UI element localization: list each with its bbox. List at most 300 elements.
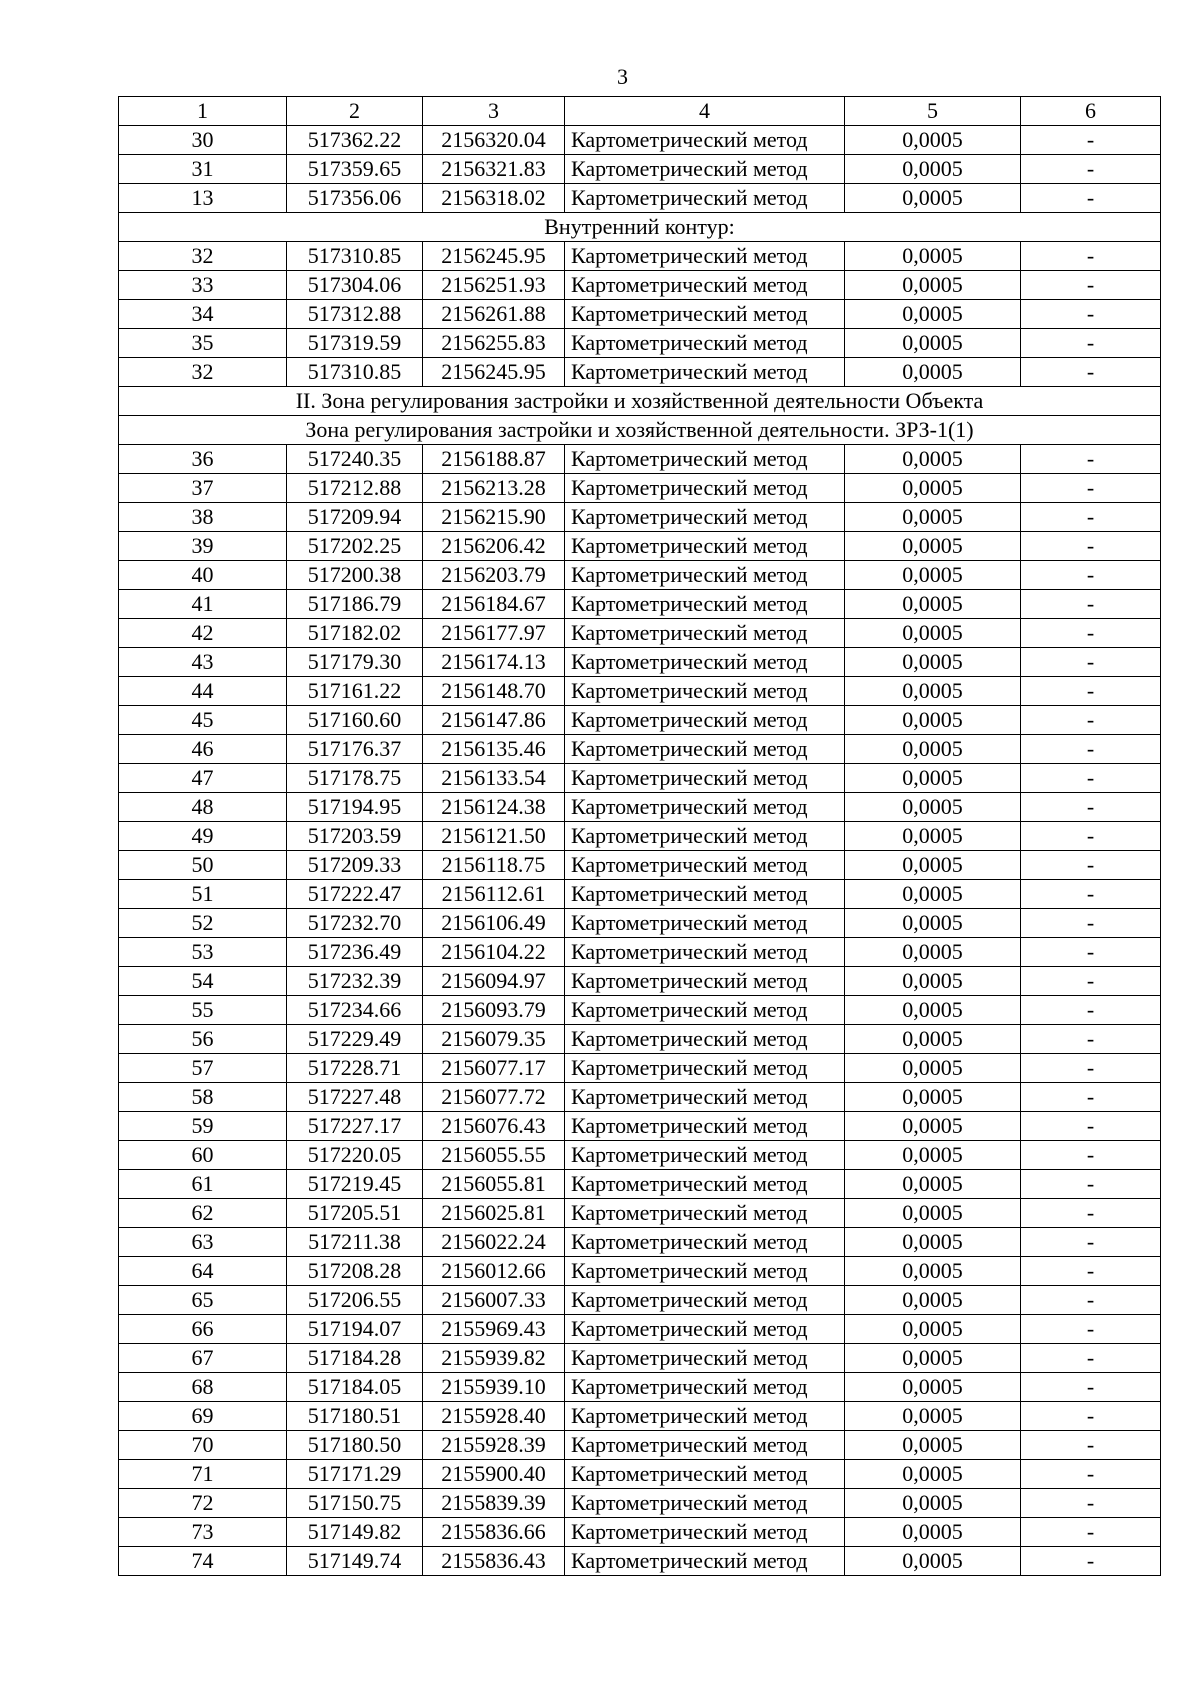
table-row <box>119 532 1161 561</box>
note-cell: - <box>1021 1489 1161 1518</box>
y-coordinate-cell: 2156321.83 <box>423 155 565 184</box>
table-row <box>119 358 1161 387</box>
y-coordinate-cell: 2156261.88 <box>423 300 565 329</box>
method-cell: Картометрический метод <box>565 561 845 590</box>
page-number: 3 <box>617 64 628 89</box>
y-coordinate-cell: 2156245.95 <box>423 242 565 271</box>
accuracy-cell: 0,0005 <box>845 329 1021 358</box>
table-row <box>119 996 1161 1025</box>
x-coordinate-cell: 517212.88 <box>287 474 423 503</box>
note-cell: - <box>1021 1315 1161 1344</box>
accuracy-cell: 0,0005 <box>845 590 1021 619</box>
y-coordinate-cell: 2156118.75 <box>423 851 565 880</box>
method-cell: Картометрический метод <box>565 329 845 358</box>
section-title: Внутренний контур: <box>119 213 1161 242</box>
y-coordinate-cell: 2156177.97 <box>423 619 565 648</box>
table-row <box>119 1170 1161 1199</box>
method-cell: Картометрический метод <box>565 300 845 329</box>
point-number-cell: 55 <box>119 996 287 1025</box>
accuracy-cell: 0,0005 <box>845 967 1021 996</box>
point-number-cell: 61 <box>119 1170 287 1199</box>
method-cell: Картометрический метод <box>565 851 845 880</box>
table-row <box>119 1489 1161 1518</box>
y-coordinate-cell: 2156147.86 <box>423 706 565 735</box>
accuracy-cell: 0,0005 <box>845 1489 1021 1518</box>
method-cell: Картометрический метод <box>565 909 845 938</box>
note-cell: - <box>1021 1054 1161 1083</box>
note-cell: - <box>1021 1547 1161 1576</box>
method-cell: Картометрический метод <box>565 155 845 184</box>
method-cell: Картометрический метод <box>565 1228 845 1257</box>
note-cell: - <box>1021 1170 1161 1199</box>
method-cell: Картометрический метод <box>565 967 845 996</box>
x-coordinate-cell: 517149.82 <box>287 1518 423 1547</box>
method-cell: Картометрический метод <box>565 1373 845 1402</box>
note-cell: - <box>1021 1141 1161 1170</box>
note-cell: - <box>1021 329 1161 358</box>
y-coordinate-cell: 2156188.87 <box>423 445 565 474</box>
x-coordinate-cell: 517202.25 <box>287 532 423 561</box>
method-cell: Картометрический метод <box>565 1054 845 1083</box>
table-row <box>119 1373 1161 1402</box>
point-number-cell: 44 <box>119 677 287 706</box>
x-coordinate-cell: 517178.75 <box>287 764 423 793</box>
x-coordinate-cell: 517222.47 <box>287 880 423 909</box>
accuracy-cell: 0,0005 <box>845 358 1021 387</box>
y-coordinate-cell: 2156203.79 <box>423 561 565 590</box>
x-coordinate-cell: 517232.39 <box>287 967 423 996</box>
method-cell: Картометрический метод <box>565 590 845 619</box>
x-coordinate-cell: 517200.38 <box>287 561 423 590</box>
table-row <box>119 242 1161 271</box>
x-coordinate-cell: 517240.35 <box>287 445 423 474</box>
accuracy-cell: 0,0005 <box>845 1054 1021 1083</box>
y-coordinate-cell: 2156112.61 <box>423 880 565 909</box>
accuracy-cell: 0,0005 <box>845 1199 1021 1228</box>
point-number-cell: 56 <box>119 1025 287 1054</box>
note-cell: - <box>1021 1083 1161 1112</box>
method-cell: Картометрический метод <box>565 735 845 764</box>
note-cell: - <box>1021 619 1161 648</box>
y-coordinate-cell: 2156206.42 <box>423 532 565 561</box>
header-cell: 4 <box>565 97 845 126</box>
method-cell: Картометрический метод <box>565 1460 845 1489</box>
method-cell: Картометрический метод <box>565 938 845 967</box>
accuracy-cell: 0,0005 <box>845 764 1021 793</box>
note-cell: - <box>1021 880 1161 909</box>
note-cell: - <box>1021 561 1161 590</box>
x-coordinate-cell: 517184.05 <box>287 1373 423 1402</box>
point-number-cell: 49 <box>119 822 287 851</box>
note-cell: - <box>1021 126 1161 155</box>
method-cell: Картометрический метод <box>565 1547 845 1576</box>
accuracy-cell: 0,0005 <box>845 1373 1021 1402</box>
table-row <box>119 938 1161 967</box>
table-row <box>119 764 1161 793</box>
point-number-cell: 59 <box>119 1112 287 1141</box>
accuracy-cell: 0,0005 <box>845 1460 1021 1489</box>
point-number-cell: 67 <box>119 1344 287 1373</box>
note-cell: - <box>1021 1460 1161 1489</box>
point-number-cell: 70 <box>119 1431 287 1460</box>
y-coordinate-cell: 2156076.43 <box>423 1112 565 1141</box>
note-cell: - <box>1021 1431 1161 1460</box>
x-coordinate-cell: 517356.06 <box>287 184 423 213</box>
note-cell: - <box>1021 1344 1161 1373</box>
accuracy-cell: 0,0005 <box>845 648 1021 677</box>
table-row <box>119 329 1161 358</box>
x-coordinate-cell: 517219.45 <box>287 1170 423 1199</box>
x-coordinate-cell: 517149.74 <box>287 1547 423 1576</box>
accuracy-cell: 0,0005 <box>845 1083 1021 1112</box>
y-coordinate-cell: 2156133.54 <box>423 764 565 793</box>
note-cell: - <box>1021 793 1161 822</box>
x-coordinate-cell: 517310.85 <box>287 358 423 387</box>
method-cell: Картометрический метод <box>565 1489 845 1518</box>
point-number-cell: 42 <box>119 619 287 648</box>
section-title: Зона регулирования застройки и хозяйственной деятельности. ЗРЗ-1(1) <box>119 416 1161 445</box>
section-title: II. Зона регулирования застройки и хозяйственной деятельности Объекта <box>119 387 1161 416</box>
point-number-cell: 13 <box>119 184 287 213</box>
x-coordinate-cell: 517229.49 <box>287 1025 423 1054</box>
method-cell: Картометрический метод <box>565 706 845 735</box>
x-coordinate-cell: 517232.70 <box>287 909 423 938</box>
note-cell: - <box>1021 735 1161 764</box>
method-cell: Картометрический метод <box>565 1315 845 1344</box>
table-row <box>119 648 1161 677</box>
table-row <box>119 184 1161 213</box>
accuracy-cell: 0,0005 <box>845 1518 1021 1547</box>
y-coordinate-cell: 2155928.39 <box>423 1431 565 1460</box>
x-coordinate-cell: 517205.51 <box>287 1199 423 1228</box>
method-cell: Картометрический метод <box>565 1199 845 1228</box>
accuracy-cell: 0,0005 <box>845 184 1021 213</box>
accuracy-cell: 0,0005 <box>845 619 1021 648</box>
method-cell: Картометрический метод <box>565 619 845 648</box>
table-row <box>119 445 1161 474</box>
x-coordinate-cell: 517160.60 <box>287 706 423 735</box>
x-coordinate-cell: 517208.28 <box>287 1257 423 1286</box>
y-coordinate-cell: 2155900.40 <box>423 1460 565 1489</box>
note-cell: - <box>1021 967 1161 996</box>
accuracy-cell: 0,0005 <box>845 1547 1021 1576</box>
note-cell: - <box>1021 1112 1161 1141</box>
note-cell: - <box>1021 1286 1161 1315</box>
header-row <box>119 97 1161 126</box>
header-cell: 5 <box>845 97 1021 126</box>
note-cell: - <box>1021 1199 1161 1228</box>
point-number-cell: 53 <box>119 938 287 967</box>
coordinates-table <box>118 96 1161 1576</box>
point-number-cell: 36 <box>119 445 287 474</box>
x-coordinate-cell: 517203.59 <box>287 822 423 851</box>
point-number-cell: 43 <box>119 648 287 677</box>
point-number-cell: 69 <box>119 1402 287 1431</box>
method-cell: Картометрический метод <box>565 126 845 155</box>
note-cell: - <box>1021 445 1161 474</box>
point-number-cell: 48 <box>119 793 287 822</box>
x-coordinate-cell: 517312.88 <box>287 300 423 329</box>
table-row <box>119 474 1161 503</box>
point-number-cell: 64 <box>119 1257 287 1286</box>
point-number-cell: 34 <box>119 300 287 329</box>
point-number-cell: 54 <box>119 967 287 996</box>
x-coordinate-cell: 517236.49 <box>287 938 423 967</box>
note-cell: - <box>1021 938 1161 967</box>
table-row <box>119 909 1161 938</box>
y-coordinate-cell: 2156094.97 <box>423 967 565 996</box>
point-number-cell: 57 <box>119 1054 287 1083</box>
x-coordinate-cell: 517362.22 <box>287 126 423 155</box>
point-number-cell: 72 <box>119 1489 287 1518</box>
note-cell: - <box>1021 271 1161 300</box>
method-cell: Картометрический метод <box>565 1344 845 1373</box>
table-row <box>119 677 1161 706</box>
table-row <box>119 1344 1161 1373</box>
table-row <box>119 735 1161 764</box>
table-row <box>119 1460 1161 1489</box>
y-coordinate-cell: 2156255.83 <box>423 329 565 358</box>
note-cell: - <box>1021 1025 1161 1054</box>
y-coordinate-cell: 2155939.10 <box>423 1373 565 1402</box>
method-cell: Картометрический метод <box>565 1170 845 1199</box>
method-cell: Картометрический метод <box>565 996 845 1025</box>
note-cell: - <box>1021 184 1161 213</box>
method-cell: Картометрический метод <box>565 474 845 503</box>
section-row <box>119 213 1161 242</box>
table-row <box>119 1315 1161 1344</box>
method-cell: Картометрический метод <box>565 503 845 532</box>
note-cell: - <box>1021 590 1161 619</box>
accuracy-cell: 0,0005 <box>845 1344 1021 1373</box>
y-coordinate-cell: 2156022.24 <box>423 1228 565 1257</box>
x-coordinate-cell: 517182.02 <box>287 619 423 648</box>
accuracy-cell: 0,0005 <box>845 1025 1021 1054</box>
note-cell: - <box>1021 242 1161 271</box>
x-coordinate-cell: 517184.28 <box>287 1344 423 1373</box>
note-cell: - <box>1021 1228 1161 1257</box>
table-row <box>119 300 1161 329</box>
method-cell: Картометрический метод <box>565 677 845 706</box>
y-coordinate-cell: 2156251.93 <box>423 271 565 300</box>
table-body <box>119 97 1161 1576</box>
x-coordinate-cell: 517304.06 <box>287 271 423 300</box>
method-cell: Картометрический метод <box>565 1112 845 1141</box>
accuracy-cell: 0,0005 <box>845 996 1021 1025</box>
point-number-cell: 60 <box>119 1141 287 1170</box>
y-coordinate-cell: 2156245.95 <box>423 358 565 387</box>
y-coordinate-cell: 2155969.43 <box>423 1315 565 1344</box>
table-row <box>119 880 1161 909</box>
accuracy-cell: 0,0005 <box>845 851 1021 880</box>
y-coordinate-cell: 2156174.13 <box>423 648 565 677</box>
y-coordinate-cell: 2156055.81 <box>423 1170 565 1199</box>
point-number-cell: 52 <box>119 909 287 938</box>
table-row <box>119 1431 1161 1460</box>
table-row <box>119 967 1161 996</box>
x-coordinate-cell: 517186.79 <box>287 590 423 619</box>
method-cell: Картометрический метод <box>565 1257 845 1286</box>
accuracy-cell: 0,0005 <box>845 1286 1021 1315</box>
y-coordinate-cell: 2156318.02 <box>423 184 565 213</box>
point-number-cell: 63 <box>119 1228 287 1257</box>
method-cell: Картометрический метод <box>565 1083 845 1112</box>
point-number-cell: 51 <box>119 880 287 909</box>
note-cell: - <box>1021 706 1161 735</box>
y-coordinate-cell: 2156213.28 <box>423 474 565 503</box>
note-cell: - <box>1021 648 1161 677</box>
note-cell: - <box>1021 851 1161 880</box>
accuracy-cell: 0,0005 <box>845 793 1021 822</box>
point-number-cell: 30 <box>119 126 287 155</box>
accuracy-cell: 0,0005 <box>845 532 1021 561</box>
note-cell: - <box>1021 822 1161 851</box>
section-row <box>119 387 1161 416</box>
point-number-cell: 50 <box>119 851 287 880</box>
header-cell: 1 <box>119 97 287 126</box>
accuracy-cell: 0,0005 <box>845 706 1021 735</box>
x-coordinate-cell: 517310.85 <box>287 242 423 271</box>
y-coordinate-cell: 2156055.55 <box>423 1141 565 1170</box>
x-coordinate-cell: 517220.05 <box>287 1141 423 1170</box>
accuracy-cell: 0,0005 <box>845 1257 1021 1286</box>
table-row <box>119 126 1161 155</box>
point-number-cell: 73 <box>119 1518 287 1547</box>
method-cell: Картометрический метод <box>565 358 845 387</box>
table-row <box>119 1141 1161 1170</box>
x-coordinate-cell: 517180.50 <box>287 1431 423 1460</box>
x-coordinate-cell: 517319.59 <box>287 329 423 358</box>
y-coordinate-cell: 2156007.33 <box>423 1286 565 1315</box>
y-coordinate-cell: 2156025.81 <box>423 1199 565 1228</box>
note-cell: - <box>1021 155 1161 184</box>
x-coordinate-cell: 517194.07 <box>287 1315 423 1344</box>
y-coordinate-cell: 2155836.43 <box>423 1547 565 1576</box>
table-row <box>119 1112 1161 1141</box>
point-number-cell: 45 <box>119 706 287 735</box>
x-coordinate-cell: 517228.71 <box>287 1054 423 1083</box>
note-cell: - <box>1021 1402 1161 1431</box>
y-coordinate-cell: 2156121.50 <box>423 822 565 851</box>
note-cell: - <box>1021 1373 1161 1402</box>
accuracy-cell: 0,0005 <box>845 155 1021 184</box>
table-row <box>119 822 1161 851</box>
x-coordinate-cell: 517180.51 <box>287 1402 423 1431</box>
accuracy-cell: 0,0005 <box>845 1228 1021 1257</box>
y-coordinate-cell: 2156148.70 <box>423 677 565 706</box>
point-number-cell: 31 <box>119 155 287 184</box>
accuracy-cell: 0,0005 <box>845 271 1021 300</box>
y-coordinate-cell: 2156320.04 <box>423 126 565 155</box>
header-cell: 2 <box>287 97 423 126</box>
table-row <box>119 1228 1161 1257</box>
x-coordinate-cell: 517227.48 <box>287 1083 423 1112</box>
point-number-cell: 68 <box>119 1373 287 1402</box>
header-cell: 6 <box>1021 97 1161 126</box>
note-cell: - <box>1021 532 1161 561</box>
point-number-cell: 32 <box>119 358 287 387</box>
note-cell: - <box>1021 358 1161 387</box>
table-row <box>119 1402 1161 1431</box>
method-cell: Картометрический метод <box>565 1402 845 1431</box>
accuracy-cell: 0,0005 <box>845 1402 1021 1431</box>
point-number-cell: 71 <box>119 1460 287 1489</box>
point-number-cell: 33 <box>119 271 287 300</box>
point-number-cell: 74 <box>119 1547 287 1576</box>
method-cell: Картометрический метод <box>565 1025 845 1054</box>
note-cell: - <box>1021 764 1161 793</box>
point-number-cell: 40 <box>119 561 287 590</box>
method-cell: Картометрический метод <box>565 184 845 213</box>
accuracy-cell: 0,0005 <box>845 503 1021 532</box>
table-row <box>119 793 1161 822</box>
x-coordinate-cell: 517359.65 <box>287 155 423 184</box>
method-cell: Картометрический метод <box>565 271 845 300</box>
method-cell: Картометрический метод <box>565 764 845 793</box>
accuracy-cell: 0,0005 <box>845 909 1021 938</box>
header-cell: 3 <box>423 97 565 126</box>
point-number-cell: 39 <box>119 532 287 561</box>
y-coordinate-cell: 2156106.49 <box>423 909 565 938</box>
accuracy-cell: 0,0005 <box>845 735 1021 764</box>
x-coordinate-cell: 517209.33 <box>287 851 423 880</box>
x-coordinate-cell: 517161.22 <box>287 677 423 706</box>
x-coordinate-cell: 517227.17 <box>287 1112 423 1141</box>
table-row <box>119 1025 1161 1054</box>
point-number-cell: 46 <box>119 735 287 764</box>
point-number-cell: 35 <box>119 329 287 358</box>
point-number-cell: 47 <box>119 764 287 793</box>
accuracy-cell: 0,0005 <box>845 242 1021 271</box>
accuracy-cell: 0,0005 <box>845 474 1021 503</box>
table-row <box>119 1199 1161 1228</box>
y-coordinate-cell: 2155839.39 <box>423 1489 565 1518</box>
y-coordinate-cell: 2156093.79 <box>423 996 565 1025</box>
note-cell: - <box>1021 1257 1161 1286</box>
x-coordinate-cell: 517206.55 <box>287 1286 423 1315</box>
section-row <box>119 416 1161 445</box>
note-cell: - <box>1021 474 1161 503</box>
accuracy-cell: 0,0005 <box>845 880 1021 909</box>
accuracy-cell: 0,0005 <box>845 445 1021 474</box>
accuracy-cell: 0,0005 <box>845 1170 1021 1199</box>
table-row <box>119 1257 1161 1286</box>
note-cell: - <box>1021 996 1161 1025</box>
note-cell: - <box>1021 677 1161 706</box>
accuracy-cell: 0,0005 <box>845 1141 1021 1170</box>
point-number-cell: 41 <box>119 590 287 619</box>
y-coordinate-cell: 2156077.72 <box>423 1083 565 1112</box>
point-number-cell: 58 <box>119 1083 287 1112</box>
method-cell: Картометрический метод <box>565 648 845 677</box>
note-cell: - <box>1021 1518 1161 1547</box>
table-row <box>119 155 1161 184</box>
x-coordinate-cell: 517211.38 <box>287 1228 423 1257</box>
y-coordinate-cell: 2156135.46 <box>423 735 565 764</box>
y-coordinate-cell: 2156215.90 <box>423 503 565 532</box>
x-coordinate-cell: 517179.30 <box>287 648 423 677</box>
method-cell: Картометрический метод <box>565 242 845 271</box>
accuracy-cell: 0,0005 <box>845 1431 1021 1460</box>
note-cell: - <box>1021 503 1161 532</box>
table-row <box>119 706 1161 735</box>
table-row <box>119 1286 1161 1315</box>
point-number-cell: 32 <box>119 242 287 271</box>
table-row <box>119 503 1161 532</box>
point-number-cell: 37 <box>119 474 287 503</box>
x-coordinate-cell: 517176.37 <box>287 735 423 764</box>
point-number-cell: 66 <box>119 1315 287 1344</box>
